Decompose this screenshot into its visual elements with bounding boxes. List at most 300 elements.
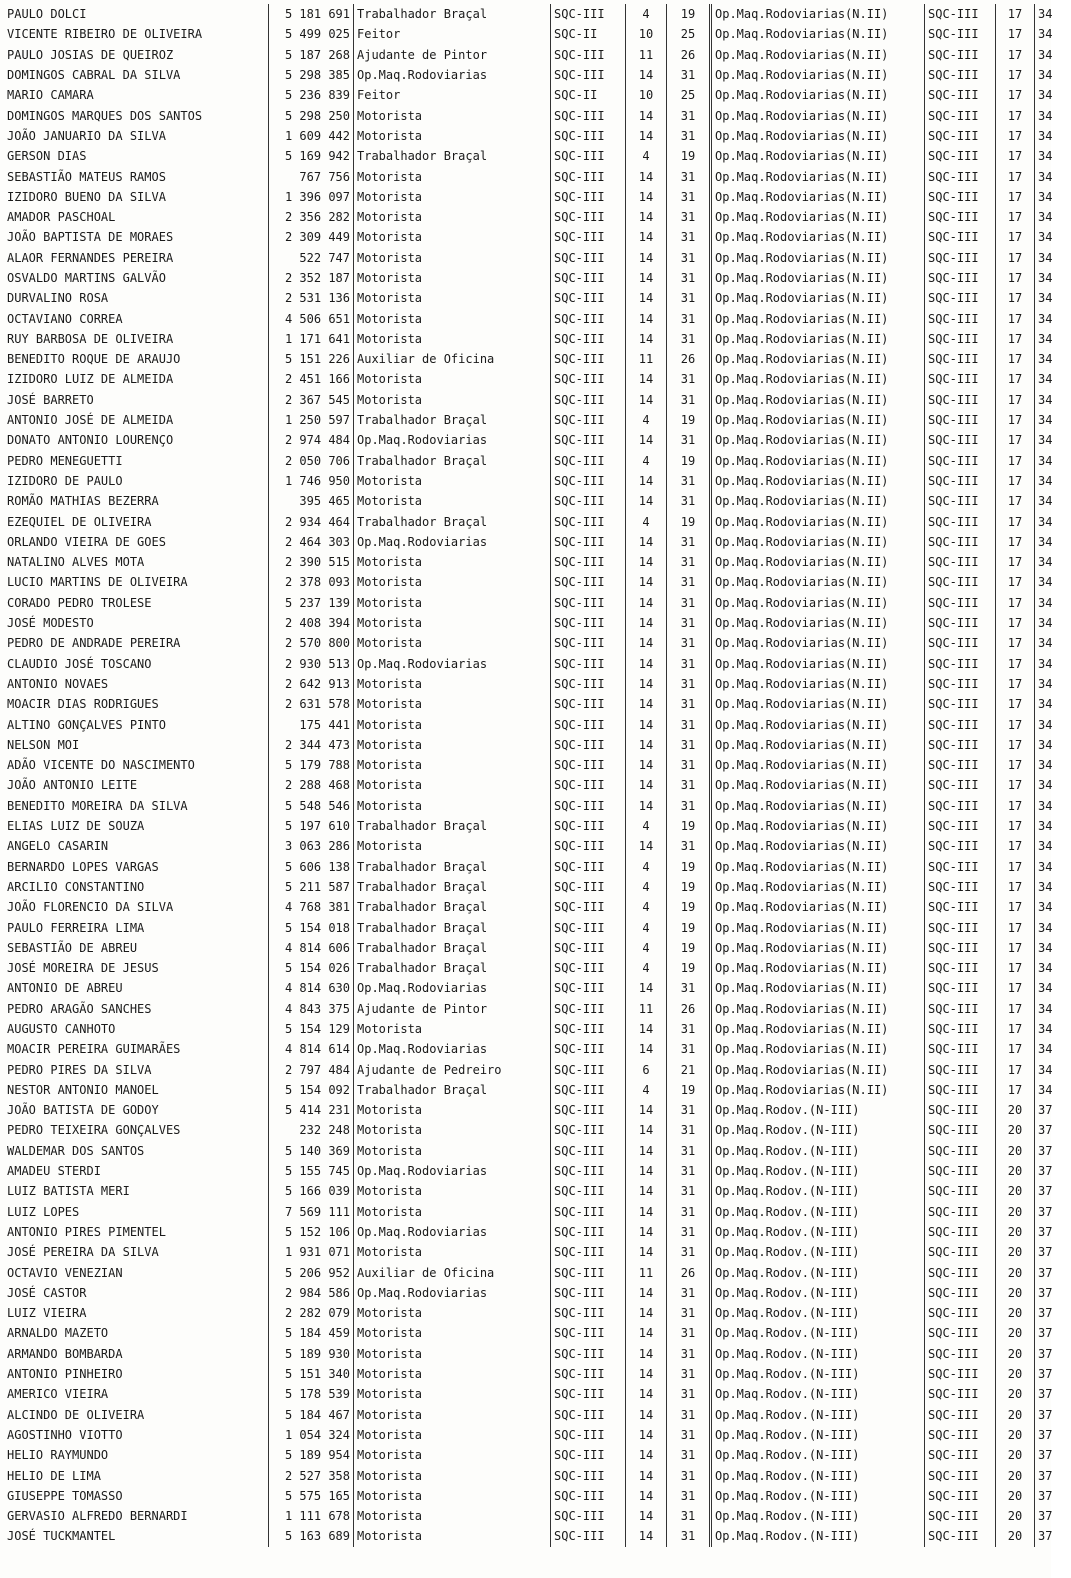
table-row [4, 633, 1071, 653]
current-function: Motorista [354, 1202, 551, 1222]
employee-name: ARMANDO BOMBARDA [7, 1346, 123, 1361]
current-reference: 14 [626, 1404, 667, 1424]
current-reference: 11 [626, 1262, 667, 1282]
current-reference: 14 [626, 288, 667, 308]
new-function: Op.Maq.Rodov.(N-III) [711, 1120, 925, 1140]
new-grade: 34 [1038, 1042, 1053, 1057]
new-class: SQC-III [925, 674, 996, 694]
new-class: SQC-III [925, 227, 996, 247]
current-reference: 14 [626, 1283, 667, 1303]
new-grade: 34 [1038, 1001, 1053, 1016]
table-row [4, 714, 1071, 734]
current-reference: 14 [626, 1364, 667, 1384]
new-class: SQC-III [925, 856, 996, 876]
new-class: SQC-III [925, 978, 996, 998]
new-grade: 34 [1038, 453, 1053, 468]
new-reference: 17 [996, 654, 1035, 674]
current-class: SQC-III [551, 1222, 626, 1242]
current-class: SQC-III [551, 958, 626, 978]
table-row [4, 1039, 1071, 1059]
current-grade: 31 [667, 268, 711, 288]
current-grade: 31 [667, 532, 711, 552]
current-function: Op.Maq.Rodoviarias [354, 65, 551, 85]
new-reference: 17 [996, 390, 1035, 410]
current-class: SQC-III [551, 1242, 626, 1262]
new-grade: 37 [1038, 1164, 1053, 1179]
current-reference: 14 [626, 430, 667, 450]
new-function: Op.Maq.Rodoviarias(N.II) [711, 369, 925, 389]
new-reference: 20 [996, 1465, 1035, 1485]
employee-name: PAULO JOSIAS DE QUEIROZ [7, 47, 174, 62]
new-grade: 37 [1038, 1367, 1053, 1382]
new-function: Op.Maq.Rodov.(N-III) [711, 1526, 925, 1546]
table-row [4, 816, 1071, 836]
new-reference: 17 [996, 329, 1035, 349]
employee-name: AMADOR PASCHOAL [7, 210, 116, 225]
employee-name: ARNALDO MAZETO [7, 1326, 109, 1341]
current-class: SQC-III [551, 897, 626, 917]
current-class: SQC-III [551, 105, 626, 125]
current-grade: 31 [667, 1181, 711, 1201]
current-class: SQC-III [551, 146, 626, 166]
table-row [4, 836, 1071, 856]
new-grade: 37 [1038, 1427, 1053, 1442]
current-reference: 14 [626, 836, 667, 856]
employee-name: BENEDITO MOREIRA DA SILVA [7, 798, 188, 813]
new-grade: 34 [1038, 616, 1053, 631]
new-reference: 17 [996, 877, 1035, 897]
new-grade: 34 [1038, 169, 1053, 184]
new-class: SQC-III [925, 633, 996, 653]
new-reference: 20 [996, 1181, 1035, 1201]
new-reference: 17 [996, 572, 1035, 592]
new-function: Op.Maq.Rodoviarias(N.II) [711, 207, 925, 227]
table-row [4, 1059, 1071, 1079]
new-grade: 34 [1038, 392, 1053, 407]
registration-number: 767 756 [269, 166, 354, 186]
current-grade: 31 [667, 1486, 711, 1506]
current-class: SQC-III [551, 430, 626, 450]
new-class: SQC-III [925, 511, 996, 531]
new-reference: 17 [996, 735, 1035, 755]
new-class: SQC-III [925, 288, 996, 308]
current-function: Motorista [354, 187, 551, 207]
current-function: Motorista [354, 714, 551, 734]
current-class: SQC-III [551, 938, 626, 958]
registration-number: 2 288 468 [269, 775, 354, 795]
current-grade: 31 [667, 755, 711, 775]
new-function: Op.Maq.Rodoviarias(N.II) [711, 775, 925, 795]
current-grade: 31 [667, 1283, 711, 1303]
current-class: SQC-II [551, 85, 626, 105]
current-grade: 31 [667, 1100, 711, 1120]
current-reference: 14 [626, 775, 667, 795]
new-function: Op.Maq.Rodov.(N-III) [711, 1242, 925, 1262]
current-reference: 14 [626, 572, 667, 592]
new-function: Op.Maq.Rodoviarias(N.II) [711, 938, 925, 958]
new-class: SQC-III [925, 430, 996, 450]
current-grade: 31 [667, 1425, 711, 1445]
new-reference: 17 [996, 999, 1035, 1019]
table-row [4, 1425, 1071, 1445]
new-class: SQC-III [925, 248, 996, 268]
new-function: Op.Maq.Rodoviarias(N.II) [711, 349, 925, 369]
new-function: Op.Maq.Rodoviarias(N.II) [711, 572, 925, 592]
current-grade: 26 [667, 999, 711, 1019]
new-reference: 17 [996, 856, 1035, 876]
new-reference: 20 [996, 1323, 1035, 1343]
new-class: SQC-III [925, 694, 996, 714]
current-reference: 14 [626, 694, 667, 714]
current-grade: 19 [667, 856, 711, 876]
new-grade: 34 [1038, 372, 1053, 387]
current-class: SQC-III [551, 288, 626, 308]
employee-name: RUY BARBOSA DE OLIVEIRA [7, 331, 174, 346]
current-class: SQC-III [551, 166, 626, 186]
current-reference: 10 [626, 85, 667, 105]
current-class: SQC-III [551, 816, 626, 836]
current-grade: 19 [667, 1080, 711, 1100]
employee-name: JOSÉ BARRETO [7, 392, 94, 407]
employee-name: DURVALINO ROSA [7, 291, 109, 306]
table-row [4, 491, 1071, 511]
new-class: SQC-III [925, 207, 996, 227]
employee-name: LUCIO MARTINS DE OLIVEIRA [7, 575, 188, 590]
current-reference: 14 [626, 552, 667, 572]
new-reference: 17 [996, 796, 1035, 816]
current-class: SQC-III [551, 796, 626, 816]
registration-number: 5 163 689 [269, 1526, 354, 1546]
new-function: Op.Maq.Rodov.(N-III) [711, 1262, 925, 1282]
current-reference: 14 [626, 166, 667, 186]
new-grade: 37 [1038, 1448, 1053, 1463]
new-reference: 17 [996, 65, 1035, 85]
employee-name: ALCINDO DE OLIVEIRA [7, 1407, 145, 1422]
new-class: SQC-III [925, 1242, 996, 1262]
registration-number: 5 298 385 [269, 65, 354, 85]
current-class: SQC-III [551, 613, 626, 633]
new-class: SQC-III [925, 268, 996, 288]
new-grade: 34 [1038, 291, 1053, 306]
new-reference: 20 [996, 1120, 1035, 1140]
current-reference: 11 [626, 349, 667, 369]
current-reference: 14 [626, 1445, 667, 1465]
registration-number: 5 154 092 [269, 1080, 354, 1100]
new-class: SQC-III [925, 65, 996, 85]
new-function: Op.Maq.Rodoviarias(N.II) [711, 248, 925, 268]
current-grade: 31 [667, 207, 711, 227]
table-row [4, 1526, 1071, 1546]
new-reference: 17 [996, 45, 1035, 65]
new-reference: 17 [996, 166, 1035, 186]
employee-name: LUIZ VIEIRA [7, 1306, 87, 1321]
new-function: Op.Maq.Rodov.(N-III) [711, 1506, 925, 1526]
table-row [4, 430, 1071, 450]
registration-number: 5 184 459 [269, 1323, 354, 1343]
new-grade: 34 [1038, 534, 1053, 549]
current-function: Motorista [354, 1465, 551, 1485]
new-reference: 20 [996, 1404, 1035, 1424]
new-reference: 17 [996, 511, 1035, 531]
new-reference: 17 [996, 349, 1035, 369]
current-grade: 31 [667, 1384, 711, 1404]
new-function: Op.Maq.Rodov.(N-III) [711, 1384, 925, 1404]
current-reference: 14 [626, 593, 667, 613]
new-class: SQC-III [925, 1486, 996, 1506]
new-class: SQC-III [925, 735, 996, 755]
new-reference: 17 [996, 1039, 1035, 1059]
new-grade: 37 [1038, 1184, 1053, 1199]
new-function: Op.Maq.Rodoviarias(N.II) [711, 105, 925, 125]
employee-name: OCTAVIO VENEZIAN [7, 1265, 123, 1280]
new-function: Op.Maq.Rodov.(N-III) [711, 1425, 925, 1445]
current-function: Motorista [354, 288, 551, 308]
current-reference: 14 [626, 187, 667, 207]
current-class: SQC-III [551, 248, 626, 268]
current-function: Auxiliar de Oficina [354, 349, 551, 369]
registration-number: 2 408 394 [269, 613, 354, 633]
new-class: SQC-III [925, 1526, 996, 1546]
current-class: SQC-III [551, 349, 626, 369]
new-class: SQC-III [925, 1039, 996, 1059]
new-reference: 17 [996, 288, 1035, 308]
current-class: SQC-III [551, 1344, 626, 1364]
employee-name: JOSÉ CASTOR [7, 1285, 87, 1300]
new-grade: 34 [1038, 514, 1053, 529]
current-function: Motorista [354, 105, 551, 125]
current-class: SQC-III [551, 1262, 626, 1282]
new-grade: 34 [1038, 555, 1053, 570]
current-reference: 4 [626, 1080, 667, 1100]
current-grade: 19 [667, 511, 711, 531]
current-grade: 31 [667, 978, 711, 998]
current-grade: 19 [667, 146, 711, 166]
new-reference: 17 [996, 471, 1035, 491]
current-reference: 14 [626, 1303, 667, 1323]
new-function: Op.Maq.Rodoviarias(N.II) [711, 24, 925, 44]
registration-number: 5 414 231 [269, 1100, 354, 1120]
new-reference: 17 [996, 958, 1035, 978]
new-grade: 37 [1038, 1306, 1053, 1321]
current-class: SQC-III [551, 1303, 626, 1323]
new-reference: 17 [996, 1080, 1035, 1100]
new-class: SQC-III [925, 146, 996, 166]
new-grade: 37 [1038, 1488, 1053, 1503]
new-class: SQC-III [925, 1262, 996, 1282]
current-reference: 14 [626, 1181, 667, 1201]
new-class: SQC-III [925, 1506, 996, 1526]
registration-number: 4 814 614 [269, 1039, 354, 1059]
new-function: Op.Maq.Rodoviarias(N.II) [711, 633, 925, 653]
new-reference: 17 [996, 938, 1035, 958]
current-grade: 31 [667, 166, 711, 186]
new-function: Op.Maq.Rodoviarias(N.II) [711, 4, 925, 24]
current-reference: 14 [626, 1202, 667, 1222]
new-class: SQC-III [925, 1222, 996, 1242]
table-row [4, 1445, 1071, 1465]
current-class: SQC-III [551, 4, 626, 24]
new-grade: 34 [1038, 128, 1053, 143]
current-class: SQC-III [551, 1364, 626, 1384]
current-reference: 14 [626, 1425, 667, 1445]
registration-number: 1 171 641 [269, 329, 354, 349]
employee-name: SEBASTIÃO MATEUS RAMOS [7, 169, 166, 184]
new-reference: 17 [996, 816, 1035, 836]
current-class: SQC-III [551, 1384, 626, 1404]
current-reference: 14 [626, 633, 667, 653]
current-grade: 31 [667, 613, 711, 633]
new-grade: 34 [1038, 697, 1053, 712]
current-grade: 31 [667, 227, 711, 247]
current-function: Op.Maq.Rodoviarias [354, 978, 551, 998]
current-class: SQC-III [551, 410, 626, 430]
new-reference: 20 [996, 1141, 1035, 1161]
new-function: Op.Maq.Rodoviarias(N.II) [711, 65, 925, 85]
employee-name: GIUSEPPE TOMASSO [7, 1488, 123, 1503]
current-class: SQC-III [551, 1141, 626, 1161]
current-function: Trabalhador Braçal [354, 1080, 551, 1100]
new-reference: 17 [996, 4, 1035, 24]
new-reference: 20 [996, 1445, 1035, 1465]
employee-name: ANGELO CASARIN [7, 839, 109, 854]
new-reference: 17 [996, 694, 1035, 714]
registration-number: 5 236 839 [269, 85, 354, 105]
new-grade: 34 [1038, 758, 1053, 773]
table-row [4, 613, 1071, 633]
current-class: SQC-III [551, 1080, 626, 1100]
current-function: Motorista [354, 836, 551, 856]
current-class: SQC-III [551, 1120, 626, 1140]
current-reference: 4 [626, 917, 667, 937]
current-grade: 31 [667, 1222, 711, 1242]
current-function: Trabalhador Braçal [354, 816, 551, 836]
current-class: SQC-III [551, 65, 626, 85]
current-grade: 19 [667, 917, 711, 937]
employee-name: AMADEU STERDI [7, 1164, 101, 1179]
employee-name: LUIZ LOPES [7, 1204, 80, 1219]
registration-number: 5 575 165 [269, 1486, 354, 1506]
current-grade: 31 [667, 796, 711, 816]
registration-number: 5 154 129 [269, 1019, 354, 1039]
table-row [4, 268, 1071, 288]
table-row [4, 572, 1071, 592]
current-reference: 14 [626, 1506, 667, 1526]
current-grade: 31 [667, 329, 711, 349]
new-class: SQC-III [925, 187, 996, 207]
new-reference: 17 [996, 227, 1035, 247]
current-function: Trabalhador Braçal [354, 856, 551, 876]
current-grade: 19 [667, 4, 711, 24]
employee-name: PAULO FERREIRA LIMA [7, 920, 145, 935]
new-class: SQC-III [925, 451, 996, 471]
current-class: SQC-III [551, 1445, 626, 1465]
current-reference: 14 [626, 1486, 667, 1506]
table-row [4, 897, 1071, 917]
current-reference: 4 [626, 938, 667, 958]
new-function: Op.Maq.Rodoviarias(N.II) [711, 694, 925, 714]
registration-number: 5 140 369 [269, 1141, 354, 1161]
current-reference: 4 [626, 4, 667, 24]
current-function: Ajudante de Pedreiro [354, 1059, 551, 1079]
new-function: Op.Maq.Rodoviarias(N.II) [711, 714, 925, 734]
current-class: SQC-III [551, 856, 626, 876]
current-function: Op.Maq.Rodoviarias [354, 1039, 551, 1059]
current-grade: 31 [667, 390, 711, 410]
new-class: SQC-III [925, 999, 996, 1019]
new-function: Op.Maq.Rodoviarias(N.II) [711, 491, 925, 511]
current-reference: 11 [626, 45, 667, 65]
current-function: Motorista [354, 1404, 551, 1424]
current-grade: 19 [667, 451, 711, 471]
registration-number: 2 356 282 [269, 207, 354, 227]
new-grade: 34 [1038, 859, 1053, 874]
new-reference: 17 [996, 24, 1035, 44]
registration-number: 5 211 587 [269, 877, 354, 897]
current-function: Motorista [354, 694, 551, 714]
current-grade: 31 [667, 654, 711, 674]
employee-roster-table [4, 4, 1071, 1547]
current-grade: 31 [667, 187, 711, 207]
table-row [4, 1404, 1071, 1424]
employee-name: CORADO PEDRO TROLESE [7, 595, 152, 610]
new-grade: 37 [1038, 1387, 1053, 1402]
new-grade: 37 [1038, 1468, 1053, 1483]
registration-number: 5 197 610 [269, 816, 354, 836]
current-reference: 14 [626, 1019, 667, 1039]
new-function: Op.Maq.Rodoviarias(N.II) [711, 166, 925, 186]
current-class: SQC-III [551, 451, 626, 471]
current-reference: 14 [626, 1344, 667, 1364]
current-reference: 4 [626, 451, 667, 471]
table-row [4, 1506, 1071, 1526]
new-class: SQC-III [925, 654, 996, 674]
new-function: Op.Maq.Rodoviarias(N.II) [711, 796, 925, 816]
new-grade: 34 [1038, 676, 1053, 691]
table-row [4, 1303, 1071, 1323]
current-function: Motorista [354, 268, 551, 288]
new-function: Op.Maq.Rodov.(N-III) [711, 1404, 925, 1424]
registration-number: 5 187 268 [269, 45, 354, 65]
new-grade: 34 [1038, 1082, 1053, 1097]
new-grade: 37 [1038, 1407, 1053, 1422]
current-grade: 31 [667, 836, 711, 856]
registration-number: 2 642 913 [269, 674, 354, 694]
table-row [4, 227, 1071, 247]
new-function: Op.Maq.Rodov.(N-III) [711, 1344, 925, 1364]
new-function: Op.Maq.Rodoviarias(N.II) [711, 613, 925, 633]
new-grade: 34 [1038, 433, 1053, 448]
current-function: Motorista [354, 369, 551, 389]
registration-number: 1 250 597 [269, 410, 354, 430]
new-grade: 34 [1038, 656, 1053, 671]
new-class: SQC-III [925, 1080, 996, 1100]
employee-name: OSVALDO MARTINS GALVÃO [7, 271, 166, 285]
table-row [4, 471, 1071, 491]
current-reference: 14 [626, 207, 667, 227]
table-row [4, 532, 1071, 552]
current-class: SQC-III [551, 633, 626, 653]
current-grade: 19 [667, 816, 711, 836]
new-reference: 17 [996, 268, 1035, 288]
new-function: Op.Maq.Rodoviarias(N.II) [711, 85, 925, 105]
new-function: Op.Maq.Rodoviarias(N.II) [711, 755, 925, 775]
current-reference: 14 [626, 1465, 667, 1485]
new-function: Op.Maq.Rodoviarias(N.II) [711, 1080, 925, 1100]
registration-number: 5 184 467 [269, 1404, 354, 1424]
current-reference: 6 [626, 1059, 667, 1079]
new-reference: 17 [996, 451, 1035, 471]
new-class: SQC-III [925, 1283, 996, 1303]
